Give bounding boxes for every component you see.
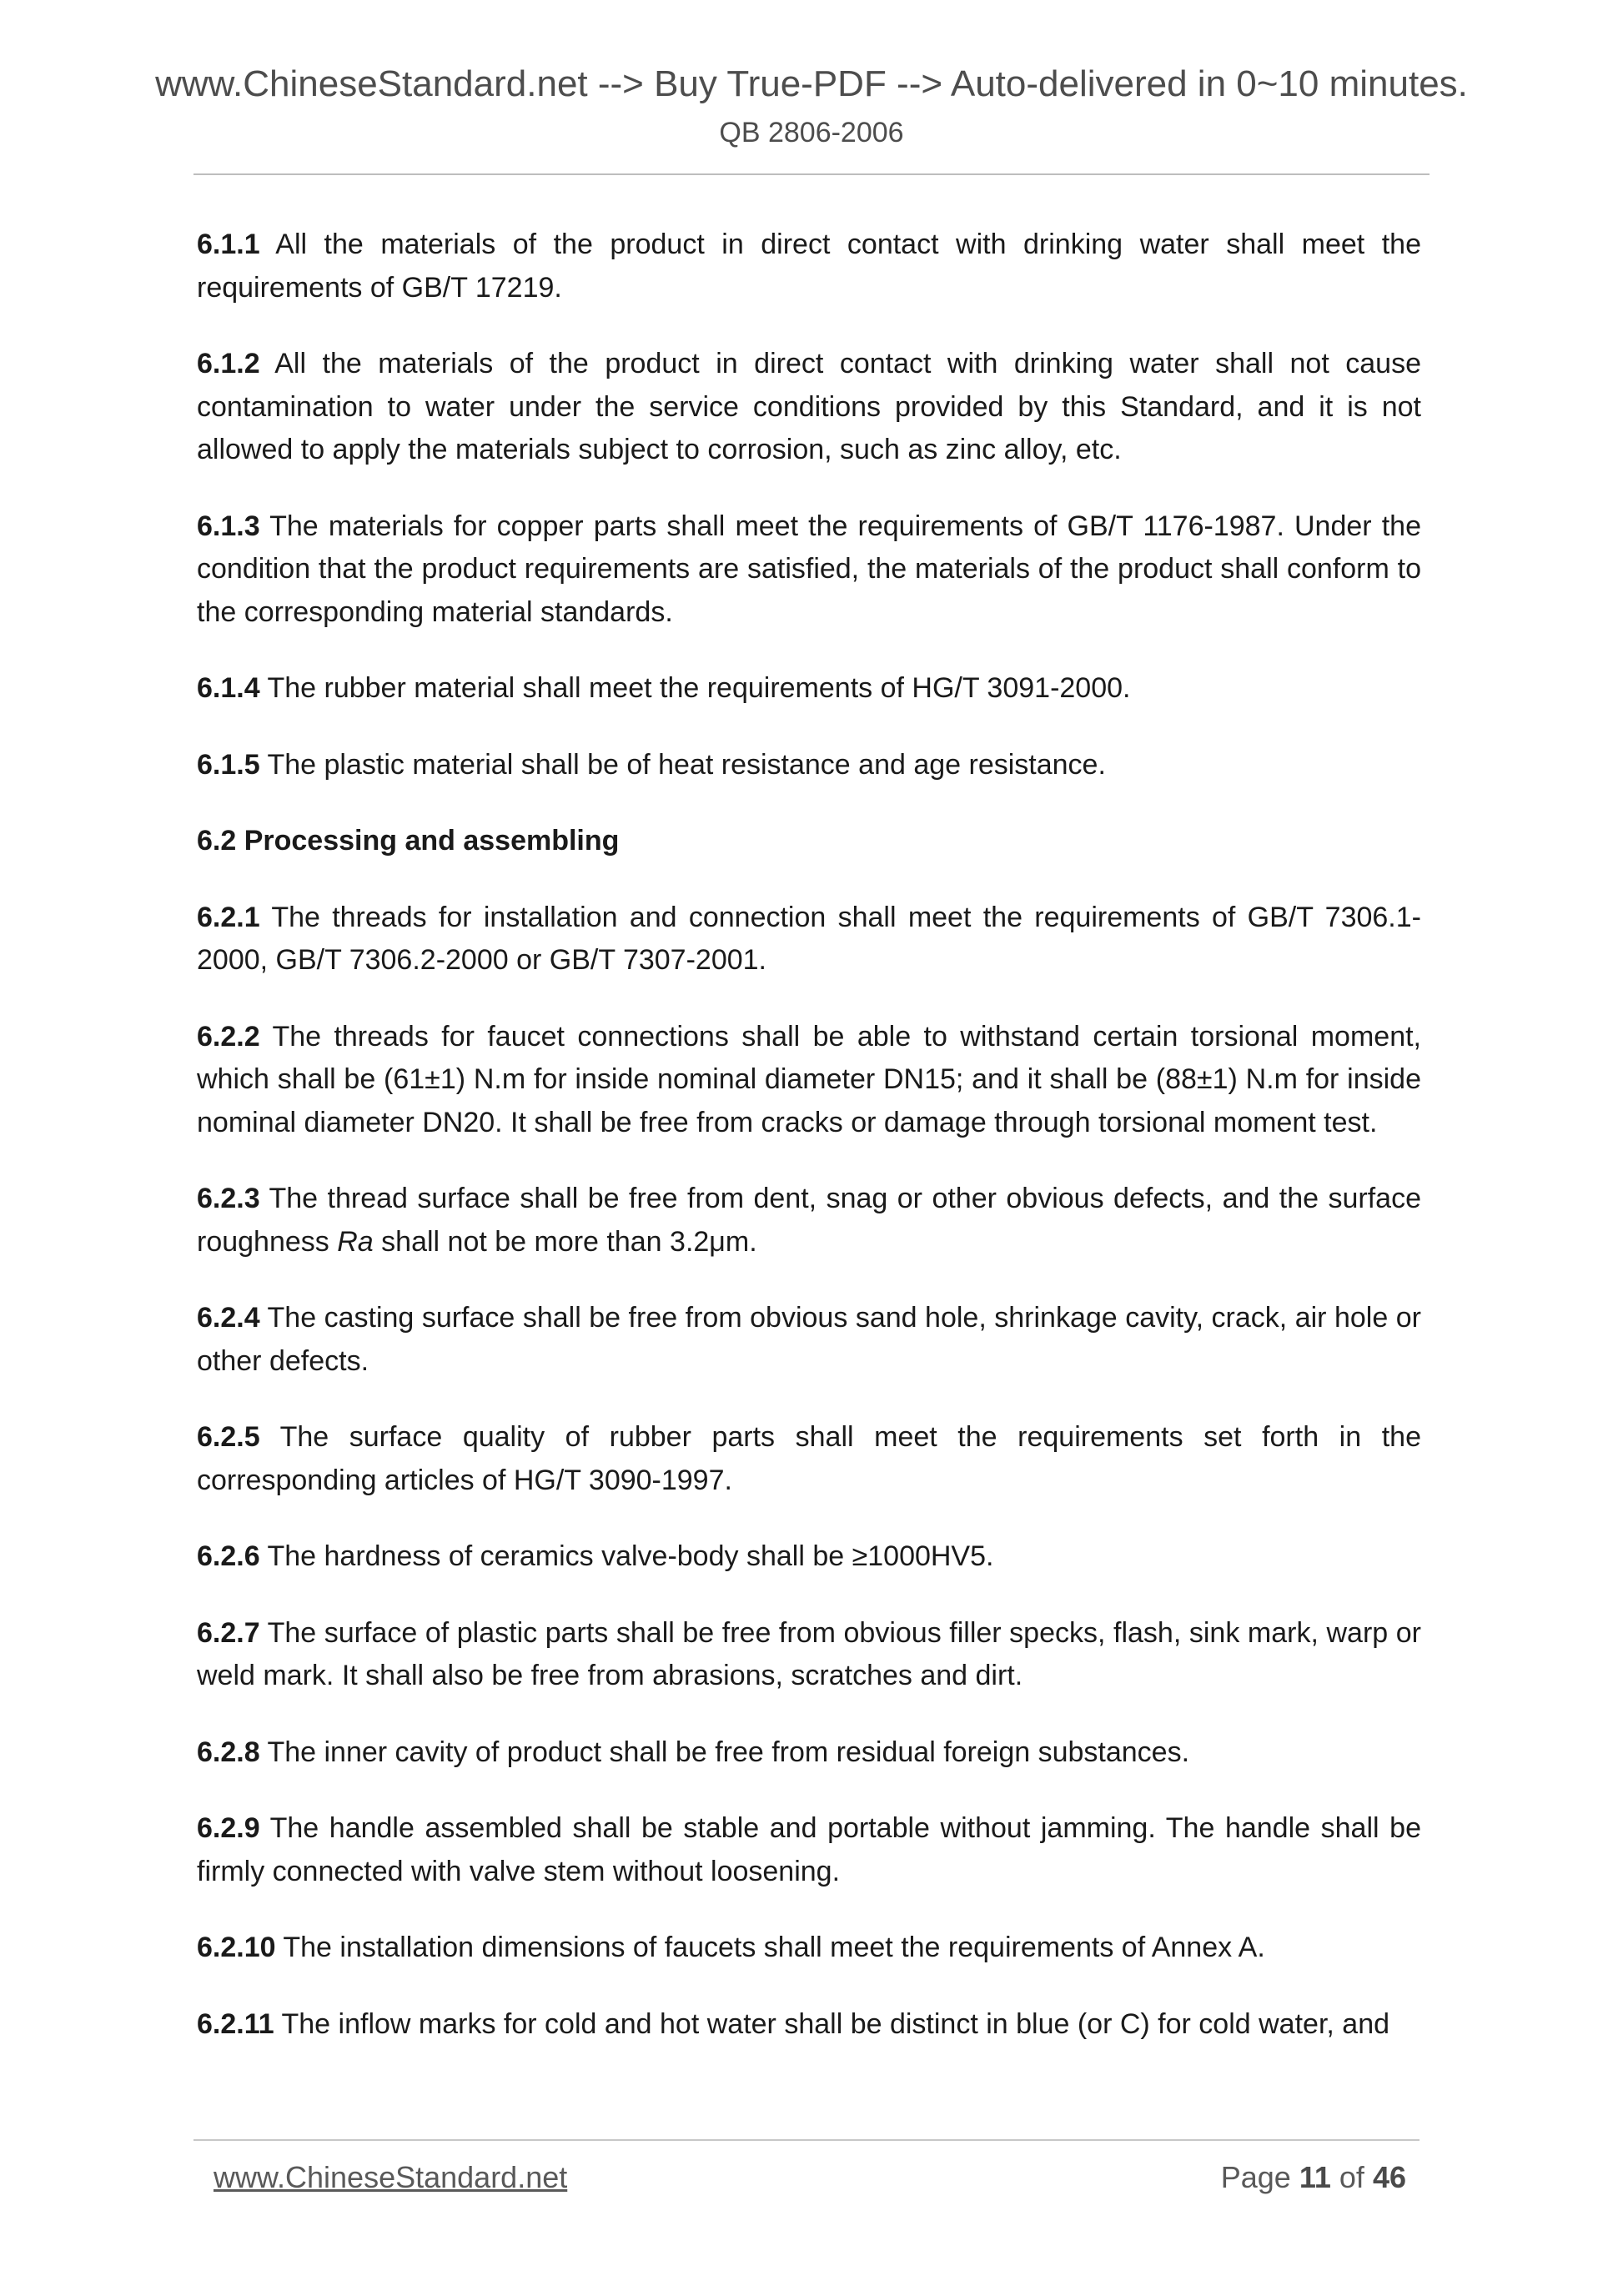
clause-number: 6.2.3 (197, 1183, 260, 1214)
section-heading-6-2: 6.2 Processing and assembling (197, 825, 620, 857)
clause-number: 6.2.2 (197, 1020, 260, 1053)
clause-text: All the materials of the product in direct contact with drinking water shall meet the requirements of GB/T 17219. (197, 229, 1422, 304)
of-label: of (1339, 2160, 1364, 2194)
clause-number: 6.2.10 (197, 1932, 276, 1963)
footer-site-link[interactable]: www.ChineseStandard.net (214, 2160, 568, 2194)
clause-6-2-4 (197, 1297, 1421, 1383)
clause-6-1-3 (197, 505, 1421, 635)
clause-text: The installation dimensions of faucets shall meet the requirements of Annex A. (283, 1932, 1265, 1963)
clause-text: The materials for copper parts shall meet the requirements of GB/T 1176-1987. Under the condition that the product requirements are satisfied, the materials of the product shall conform to the corresponding material standards. (197, 510, 1421, 628)
clause-text: The surface quality of rubber parts shall meet the requirements set forth in the corresponding articles of HG/T 3090-1997. (197, 1421, 1421, 1496)
clause-6-2-2 (197, 1016, 1421, 1145)
total-pages: 46 (1372, 2160, 1406, 2194)
clause-6-2-8 (197, 1731, 1421, 1775)
clause-6-2-7 (197, 1612, 1421, 1698)
document-code: QB 2806-2006 (719, 117, 904, 148)
clause-number: 6.2.6 (197, 1540, 260, 1572)
clause-number: 6.1.5 (197, 748, 260, 781)
clause-text: The plastic material shall be of heat resistance and age resistance. (267, 748, 1106, 781)
clause-6-1-2 (197, 343, 1421, 472)
clause-text: The surface of plastic parts shall be free from obvious filler specks, flash, sink mark, warp or weld mark. It shall also be free from abrasions, scratches and dirt. (197, 1616, 1421, 1691)
clause-6-2-6 (197, 1535, 1421, 1579)
clause-text: The hardness of ceramics valve-body shall be ≥1000HV5. (267, 1540, 994, 1572)
clause-6-1-5 (197, 744, 1421, 787)
clause-number: 6.1.4 (197, 672, 260, 704)
clause-number: 6.1.3 (197, 510, 260, 542)
page-label: Page (1220, 2160, 1291, 2194)
clause-number: 6.2.4 (197, 1302, 260, 1334)
clause-6-2-1 (197, 897, 1421, 982)
clause-number: 6.2.9 (197, 1812, 260, 1844)
clause-number: 6.2.5 (197, 1421, 260, 1453)
clause-number: 6.2.7 (197, 1616, 260, 1649)
clause-number: 6.2.11 (197, 2007, 274, 2040)
roughness-symbol: Ra (337, 1225, 374, 1258)
page-indicator (1221, 2160, 1406, 2195)
clause-number: 6.1.2 (197, 348, 260, 379)
page-body (197, 224, 1421, 2079)
clause-text: The inner cavity of product shall be free from residual foreign substances. (267, 1736, 1190, 1768)
header-divider (193, 173, 1430, 175)
header-banner: www.ChineseStandard.net --> Buy True-PDF --> Auto-delivered in 0~10 minutes. (155, 63, 1468, 104)
clause-number: 6.2.8 (197, 1736, 260, 1768)
clause-6-1-4 (197, 667, 1421, 711)
clause-text: The threads for faucet connections shall be able to withstand certain torsional moment, which shall be (61±1) N.m for inside nominal diameter DN15; and it shall be (88±1) N.m for inside nominal diameter DN20. It shall be free from cracks or damage through torsional moment test. (197, 1020, 1421, 1138)
clause-text: The threads for installation and connection shall meet the requirements of GB/T 7306.1-2000, GB/T 7306.2-2000 or GB/T 7307-2001. (197, 901, 1421, 976)
clause-number: 6.1.1 (197, 229, 260, 260)
footer-divider (193, 2139, 1419, 2141)
clause-6-2-9 (197, 1807, 1421, 1893)
clause-text: The handle assembled shall be stable and portable without jamming. The handle shall be firmly connected with valve stem without loosening. (197, 1812, 1421, 1887)
clause-6-2-11 (197, 2003, 1421, 2047)
clause-6-2-3 (197, 1178, 1421, 1264)
clause-text: The rubber material shall meet the requirements of HG/T 3091-2000. (267, 672, 1131, 704)
clause-text-cont: shall not be more than 3.2μm. (381, 1225, 757, 1258)
clause-6-1-1 (197, 224, 1421, 309)
clause-number: 6.2.1 (197, 901, 260, 933)
clause-text: The inflow marks for cold and hot water shall be distinct in blue (or C) for cold water, and (281, 2007, 1390, 2040)
clause-text: All the materials of the product in direct contact with drinking water shall not cause contamination to water under the service conditions provided by this Standard, and it is not allowed to apply the materials subject to corrosion, such as zinc alloy, etc. (197, 348, 1421, 465)
clause-text: The thread surface shall be free from dent, snag or other obvious defects, and the surface roughness (197, 1183, 1421, 1258)
current-page: 11 (1299, 2160, 1331, 2194)
clause-6-2-5 (197, 1416, 1421, 1502)
clause-6-2-10 (197, 1927, 1421, 1970)
clause-text: The casting surface shall be free from obvious sand hole, shrinkage cavity, crack, air hole or other defects. (197, 1302, 1421, 1377)
